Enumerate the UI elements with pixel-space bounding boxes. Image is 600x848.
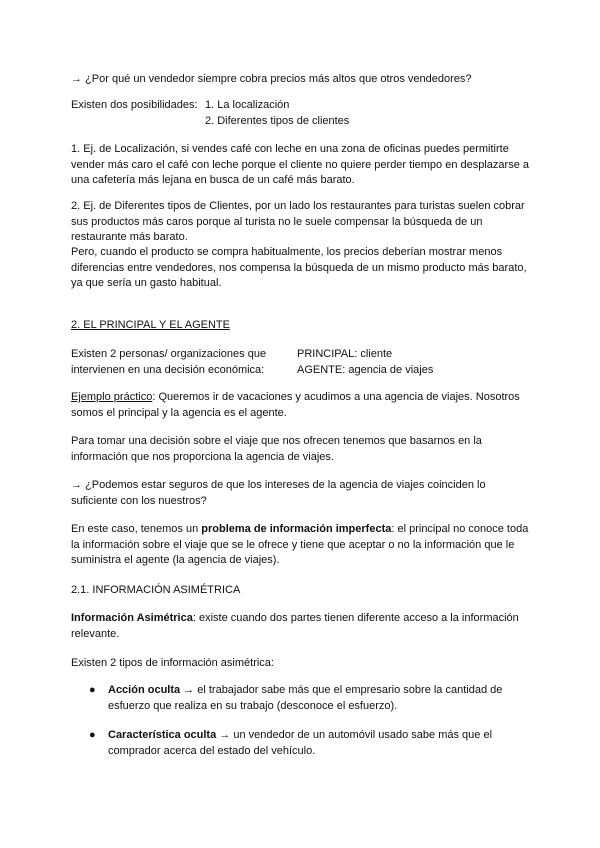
imperfect-info-paragraph: En este caso, tenemos un problema de información imperfecta: el principal no conoce toda la información sobre el viaje que se le ofrece y tiene que aceptar o no la información que le suministra el agente (la agencia de viajes). [71, 523, 529, 566]
possibilities-block [71, 98, 531, 129]
hidden-characteristic-term: Característica oculta [108, 729, 217, 741]
bullet-icon: ● [89, 684, 96, 696]
example-1-paragraph: 1. Ej. de Localización, si vendes café con leche en una zona de oficinas puedes permitirte vender más caro el café con leche porque el cliente no quiere perder tiempo en desplazarse a una cafetería más lejana en busca de un café más barato. [71, 143, 529, 186]
section-2-heading: 2. EL PRINCIPAL Y EL AGENTE [71, 319, 230, 331]
bullet-item-hidden-characteristic: ● Característica oculta → un vendedor de un automóvil usado sabe más que el comprador acerca del estado del vehículo. [89, 729, 493, 757]
pero-paragraph: Pero, cuando el producto se compra habitualmente, los precios deberían mostrar menos diferencias entre vendedores, nos compensa la búsqueda de un mismo producto más barato, ya que sería un gasto habitual. [71, 246, 527, 289]
example-practical-text: : Queremos ir de vacaciones y acudimos a una agencia de viajes. Nosotros somos el principal y la agencia es el agente. [71, 391, 520, 419]
bullet-icon: ● [89, 729, 96, 741]
asymmetric-term: Información Asimétrica [71, 612, 193, 624]
roles-left-line-1: Existen 2 personas/ organizaciones que [71, 348, 267, 360]
types-intro: Existen 2 tipos de información asimétrica: [71, 657, 274, 669]
asymmetric-definition: Información Asimétrica: existe cuando dos partes tienen diferente acceso a la información relevante. [71, 612, 519, 640]
section-2-1-heading: 2.1. INFORMACIÓN ASIMÉTRICA [71, 584, 241, 596]
roles-left-line-2: intervienen en una decisión económica: [71, 363, 265, 376]
hidden-action-term: Acción oculta [108, 684, 181, 696]
example-practical-label: Ejemplo práctico [71, 391, 153, 403]
agent-role: AGENTE: agencia de viajes [297, 363, 434, 376]
roles-block [71, 347, 531, 378]
example-2-paragraph: 2. Ej. de Diferentes tipos de Clientes, por un lado los restaurantes para turistas suelen cobrar sus productos más caros porque al turista no le suele compensar la búsqueda de un restaurante más barato. [71, 200, 525, 243]
question-2: → ¿Podemos estar seguros de que los intereses de la agencia de viajes coinciden lo suficiente con los nuestros? [71, 479, 486, 507]
imperfect-info-term: problema de información imperfecta [201, 523, 392, 535]
decision-paragraph: Para tomar una decisión sobre el viaje que nos ofrecen tenemos que basarnos en la información que nos proporciona la agencia de viajes. [71, 435, 482, 463]
question-1: → ¿Por qué un vendedor siempre cobra precios más altos que otros vendedores? [71, 73, 472, 85]
possibilities-lead: Existen dos posibilidades: [71, 99, 198, 111]
principal-role: PRINCIPAL: cliente [297, 348, 393, 360]
bullet-item-hidden-action: ● Acción oculta → el trabajador sabe más que el empresario sobre la cantidad de esfuerzo que realiza en su trabajo (desconoce el esfuerzo). [89, 684, 503, 712]
example-practical-paragraph [71, 390, 531, 421]
possibility-2: 2. Diferentes tipos de clientes [205, 114, 350, 127]
possibility-1: 1. La localización [205, 99, 290, 111]
